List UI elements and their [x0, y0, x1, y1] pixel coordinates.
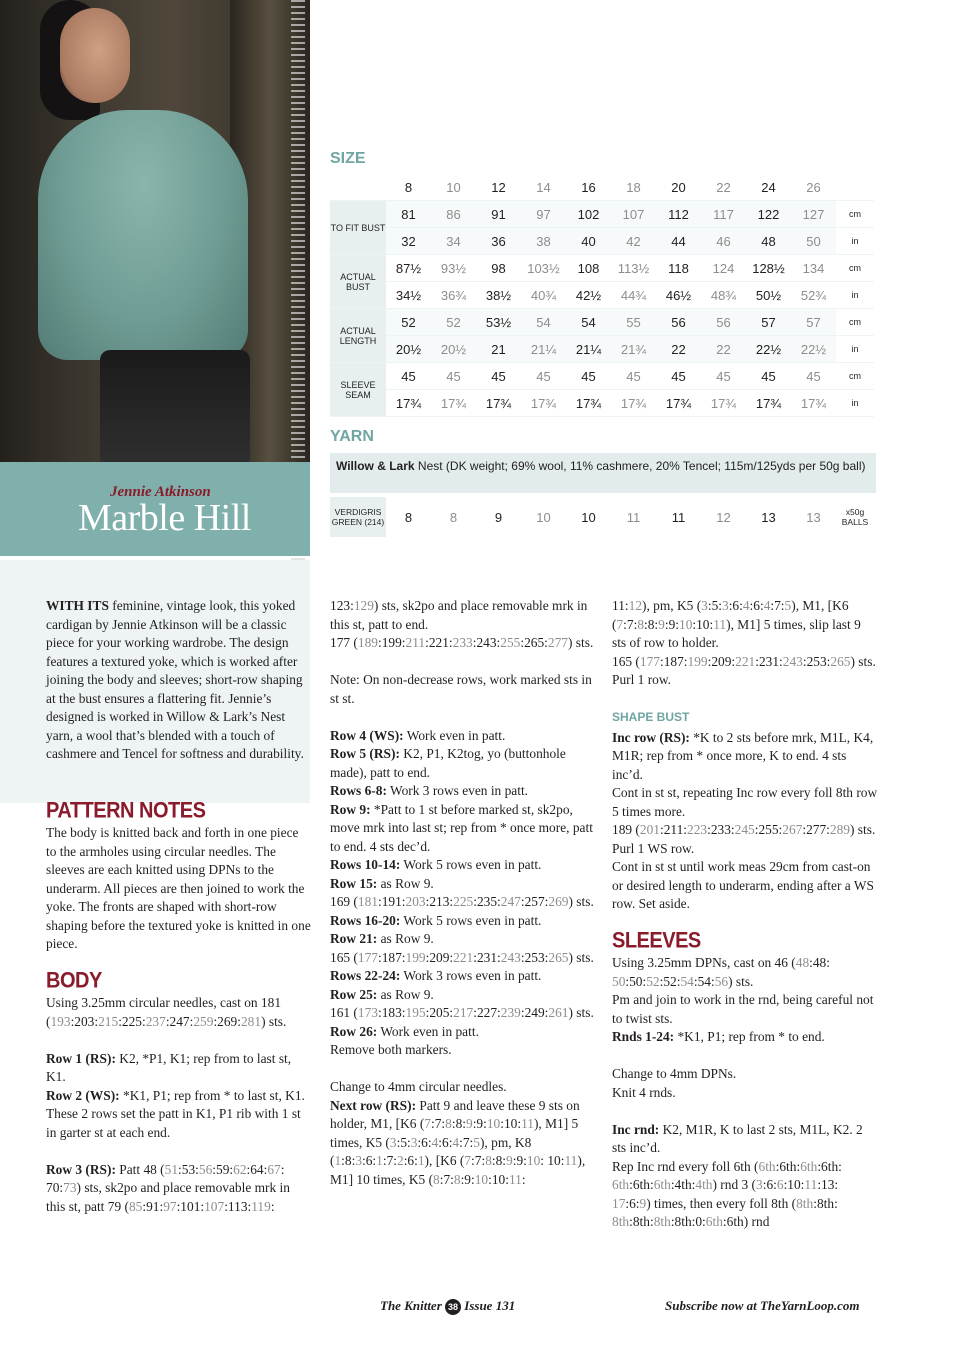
yarn-desc: Nest (DK weight; 69% wool, 11% cashmere, 20% Tencel; 115m/125yds per 50g ball) — [414, 459, 866, 473]
size-unit: in — [836, 228, 874, 255]
size-unit — [836, 174, 874, 201]
size-value: 52¾ — [791, 282, 836, 309]
size-value: 91 — [476, 201, 521, 228]
size-value: 56 — [701, 309, 746, 336]
model-cardigan — [38, 110, 248, 360]
size-value: 81 — [386, 201, 431, 228]
size-value: 55 — [611, 309, 656, 336]
size-value: 93½ — [431, 255, 476, 282]
body-cast-on: Using 3.25mm circular needles, cast on 181 (193:203:215:225:237:247:259:269:281) sts. — [46, 995, 287, 1029]
footer-magazine: The Knitter 38 Issue 131 — [380, 1298, 515, 1315]
size-value: 98 — [476, 255, 521, 282]
size-row — [330, 336, 874, 363]
size-value: 24 — [746, 174, 791, 201]
size-value: 54 — [566, 309, 611, 336]
size-value: 17¾ — [746, 390, 791, 417]
size-value: 86 — [431, 201, 476, 228]
size-value: 57 — [791, 309, 836, 336]
body-row-2: Row 2 (WS): *K1, P1; rep from * to last st, K1. — [46, 1087, 305, 1103]
size-row — [330, 174, 874, 201]
size-row — [330, 363, 874, 390]
size-value: 97 — [521, 201, 566, 228]
size-value: 128½ — [746, 255, 791, 282]
body-rib-note: These 2 rows set the patt in K1, P1 rib with 1 st in garter st at each end. — [46, 1106, 301, 1140]
yarn-quantity: 8 — [449, 509, 458, 525]
size-row — [330, 309, 874, 336]
size-heading: SIZE — [330, 150, 366, 167]
intro-paragraph: WITH ITS feminine, vintage look, this yoked cardigan by Jennie Atkinson will be a classic piece for your working wardrobe. The design features a textured yoke, which is worked after joining the body and sleeves; short-row shaping at the bust ensures a flattering fit. Jennie’s designed is worked in Willow & Lark’s Nest yarn, a wool that’s blended with a touch of cashmere and Tencel for softness and durability. — [46, 598, 304, 761]
column-1 — [46, 597, 312, 1216]
size-value: 40 — [566, 228, 611, 255]
size-unit: in — [836, 336, 874, 363]
model-skirt — [100, 350, 250, 470]
size-value: 103½ — [521, 255, 566, 282]
size-value: 20½ — [386, 336, 431, 363]
size-row — [330, 282, 874, 309]
yarn-quantity: 10 — [536, 509, 551, 525]
size-value: 102 — [566, 201, 611, 228]
size-value: 34½ — [386, 282, 431, 309]
yarn-heading: YARN — [330, 428, 374, 445]
size-value: 20½ — [431, 336, 476, 363]
size-value: 12 — [476, 174, 521, 201]
size-value: 53½ — [476, 309, 521, 336]
footer-subscribe[interactable]: Subscribe now at TheYarnLoop.com — [665, 1298, 860, 1313]
sleeves-heading: SLEEVES — [612, 928, 701, 953]
size-value: 8 — [386, 174, 431, 201]
size-value: 38 — [521, 228, 566, 255]
yarn-quantity: 13 — [806, 509, 821, 525]
size-row — [330, 255, 874, 282]
size-value: 45 — [431, 363, 476, 390]
yarn-description — [330, 453, 876, 493]
size-value: 26 — [791, 174, 836, 201]
size-value: 48¾ — [701, 282, 746, 309]
size-value: 17¾ — [431, 390, 476, 417]
column-3: 11:12), pm, K5 (3:5:3:6:4:6:4:7:5), M1, [K6 (7:7:8:8:9:9:10:10:11), M1] 5 times, slip last 9 sts of row to holder. 165 (177:187:199:209:221:231:243:253:265) sts. Purl 1 row. SHAPE BUST Inc row (RS): *K to 2 sts before mrk, M1L, K4, M1R; rep from * once more, K to end. 4 sts inc’d. Cont in st st, repeating Inc row every foll 8th row 5 times more. 189 (201:211:223:233:245:255:267:277:289) sts. Purl 1 WS row. Cont in st st until work meas 29cm from cast-on or desired length to underarm, ending after a WS row. Set aside. SLEEVES Using 3.25mm DPNs, cast on 46 (48:48: 50:50:52:52:54:54:56) sts. Pm and join to work in the rnd, being careful not to twist sts. Rnds 1-24: *K1, P1; rep from * to end. Change to 4mm DPNs. Knit 4 rnds. Inc rnd: K2, M1R, K to last 2 sts, M1L, K2. 2 sts inc’d. Rep Inc rnd every foll 6th (6th:6th:6th:6th: 6th:6th:6th:4th:4th) rnd 3 (3:6:6:10:11:13: 17:6:9) times, then every foll 8th (8th:8th: 8th:8th:8th:8th:0:6th:6th) rnd — [612, 598, 878, 1229]
size-value: 45 — [656, 363, 701, 390]
size-value: 18 — [611, 174, 656, 201]
designer-name: Jennie Atkinson — [110, 484, 211, 500]
size-label: SLEEVE SEAM — [330, 363, 386, 417]
size-value: 50½ — [746, 282, 791, 309]
non-decrease-note: Note: On non-decrease rows, work marked sts in st st. — [330, 672, 592, 706]
size-value: 48 — [746, 228, 791, 255]
size-value: 21¾ — [611, 336, 656, 363]
size-value: 45 — [611, 363, 656, 390]
size-value: 22½ — [791, 336, 836, 363]
size-label: TO FIT BUST — [330, 201, 386, 255]
size-value: 127 — [791, 201, 836, 228]
size-value: 122 — [746, 201, 791, 228]
size-unit: cm — [836, 255, 874, 282]
size-row — [330, 390, 874, 417]
size-value: 17¾ — [656, 390, 701, 417]
yarn-table — [330, 497, 874, 537]
yarn-quantity: 9 — [494, 509, 503, 525]
size-value: 52 — [431, 309, 476, 336]
size-value: 45 — [521, 363, 566, 390]
yarn-unit: x50g BALLS — [841, 507, 869, 527]
size-value: 34 — [431, 228, 476, 255]
pattern-notes-heading: PATTERN NOTES — [46, 798, 206, 823]
size-value: 22 — [656, 336, 701, 363]
size-value: 134 — [791, 255, 836, 282]
body-heading: BODY — [46, 968, 102, 993]
size-value: 56 — [656, 309, 701, 336]
size-value: 44¾ — [611, 282, 656, 309]
size-value: 14 — [521, 174, 566, 201]
size-value: 124 — [701, 255, 746, 282]
size-value: 108 — [566, 255, 611, 282]
size-value: 57 — [746, 309, 791, 336]
size-value: 45 — [791, 363, 836, 390]
pattern-notes-text: The body is knitted back and forth in one piece to the armholes using circular needles. The sleeves are each knitted using DPNs to the underarm. All pieces are then joined to work the yoke. The fronts are shaped with short-row shaping before the textured yoke is knitted in one piece. — [46, 825, 311, 951]
yarn-quantity: 11 — [671, 509, 686, 525]
size-value: 38½ — [476, 282, 521, 309]
size-value: 113½ — [611, 255, 656, 282]
size-value: 22 — [701, 174, 746, 201]
size-value: 45 — [746, 363, 791, 390]
size-value: 32 — [386, 228, 431, 255]
size-unit: in — [836, 390, 874, 417]
size-value: 16 — [566, 174, 611, 201]
size-value: 40¾ — [521, 282, 566, 309]
size-value: 17¾ — [611, 390, 656, 417]
size-value: 46½ — [656, 282, 701, 309]
size-value: 112 — [656, 201, 701, 228]
yarn-quantity: 12 — [716, 509, 731, 525]
size-value: 36¾ — [431, 282, 476, 309]
yarn-quantity: 13 — [761, 509, 776, 525]
size-unit: cm — [836, 201, 874, 228]
body-row-1: Row 1 (RS): K2, *P1, K1; rep from to last st, K1. — [46, 1050, 292, 1084]
size-value: 45 — [701, 363, 746, 390]
body-row-3: Row 3 (RS): Patt 48 (51:53:56:59:62:64:67: 70:73) sts, sk2po and place removable mrk in this st, patt 79 (85:91:97:101:107:113:119: — [46, 1161, 290, 1214]
size-value: 117 — [701, 201, 746, 228]
size-value: 45 — [476, 363, 521, 390]
size-row — [330, 201, 874, 228]
page-number: 38 — [445, 1299, 461, 1315]
size-value: 17¾ — [566, 390, 611, 417]
size-value: 22 — [701, 336, 746, 363]
size-value: 52 — [386, 309, 431, 336]
size-value: 21¼ — [566, 336, 611, 363]
size-label — [330, 174, 386, 201]
size-table — [330, 174, 874, 417]
size-value: 87½ — [386, 255, 431, 282]
pattern-title: Marble Hill — [78, 497, 251, 539]
yarn-quantity: 11 — [626, 509, 641, 525]
size-unit: cm — [836, 363, 874, 390]
model-head — [60, 8, 130, 103]
size-label: ACTUAL BUST — [330, 255, 386, 309]
size-label: ACTUAL LENGTH — [330, 309, 386, 363]
size-value: 107 — [611, 201, 656, 228]
size-value: 42½ — [566, 282, 611, 309]
size-value: 10 — [431, 174, 476, 201]
size-value: 42 — [611, 228, 656, 255]
column-2: 123:129) sts, sk2po and place removable mrk in this st, patt to end. 177 (189:199:211:221:233:243:255:265:277) sts. Note: On non-decrease rows, work marked sts in st st. Row 4 (WS): Work even in patt. Row 5 (RS): K2, P1, K2tog, yo (buttonhole made), patt to end. Rows 6-8: Work 3 rows even in patt. Row 9: *Patt to 1 st before marked st, sk2po, move mrk into last st; rep from * once more, patt to end. 4 sts dec’d. Rows 10-14: Work 5 rows even in patt. Row 15: as Row 9. 169 (181:191:203:213:225:235:247:257:269) sts. Rows 16-20: Work 5 rows even in patt. Row 21: as Row 9. 165 (177:187:199:209:221:231:243:253:265) sts. Rows 22-24: Work 3 rows even in patt. Row 25: as Row 9. 161 (173:183:195:205:217:227:239:249:261) sts. Row 26: Work even in patt. Remove both markers. Change to 4mm circular needles. Next row (RS): Patt 9 and leave these 9 sts on holder, M1, [K6 (7:7:8:8:9:9:10:10:11), M1] 5 times, K5 (3:5:3:6:4:6:4:7:5), pm, K8 (1:8:3:6:1:7:2:6:1), [K6 (7:7:8:8:9:9:10: 10:11), M1] 10 times, K5 (8:7:8:9:10:10:11: — [330, 597, 596, 1189]
size-unit: in — [836, 282, 874, 309]
size-value: 54 — [521, 309, 566, 336]
shape-bust-heading: SHAPE BUST — [612, 710, 690, 724]
size-value: 36 — [476, 228, 521, 255]
size-row — [330, 228, 874, 255]
size-value: 17¾ — [521, 390, 566, 417]
size-value: 17¾ — [386, 390, 431, 417]
size-value: 17¾ — [476, 390, 521, 417]
yarn-quantity: 10 — [581, 509, 596, 525]
size-value: 17¾ — [791, 390, 836, 417]
size-value: 45 — [566, 363, 611, 390]
yarn-quantity: 8 — [404, 509, 413, 525]
size-value: 21 — [476, 336, 521, 363]
size-value: 118 — [656, 255, 701, 282]
yarn-colour-label: VERDIGRIS GREEN (214) — [330, 497, 386, 537]
size-value: 46 — [701, 228, 746, 255]
size-value: 20 — [656, 174, 701, 201]
size-value: 21¼ — [521, 336, 566, 363]
yarn-brand: Willow & Lark — [336, 459, 415, 473]
size-value: 17¾ — [701, 390, 746, 417]
size-value: 45 — [386, 363, 431, 390]
size-unit: cm — [836, 309, 874, 336]
size-value: 50 — [791, 228, 836, 255]
size-value: 44 — [656, 228, 701, 255]
size-value: 22½ — [746, 336, 791, 363]
